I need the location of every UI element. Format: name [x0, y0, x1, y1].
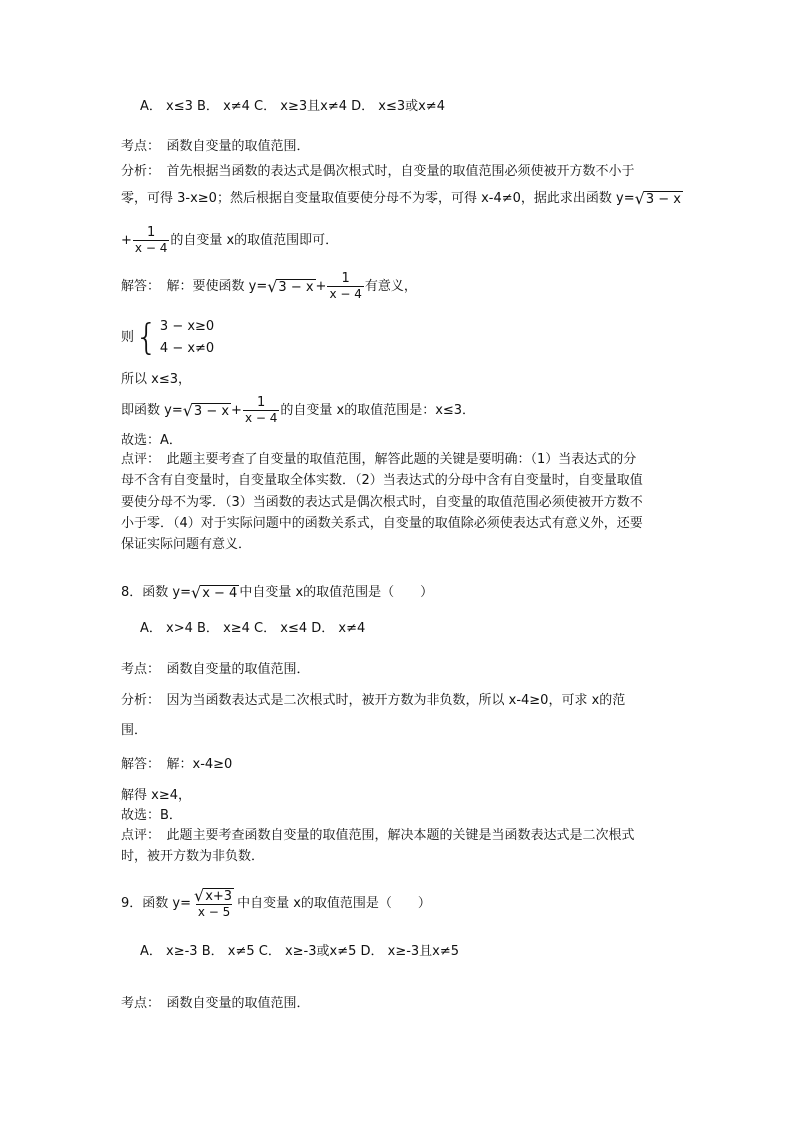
q7-dianping-line-5: 保证实际问题有意义． — [121, 537, 252, 552]
q8-jiede: 解得 x≥4， — [121, 788, 191, 803]
q8-jieda: 解答： 解：x-4≥0 — [121, 757, 233, 772]
fraction-numerator — [192, 888, 236, 904]
q8-stem-radicand: x − 4 — [202, 585, 238, 601]
q7-jieda-text: 解答： 解：要使函数 y= — [121, 279, 268, 294]
q7-ji-text: 即函数 y= — [121, 403, 183, 418]
q7-fenxi-text: 零，可得 3-x≥0；然后根据自变量取值要使分母不为零，可得 x-4≠0，据此求出函数 y= — [121, 191, 635, 206]
left-brace-icon: { — [135, 317, 158, 358]
q7-dianping-line-2: 母不含有自变量时，自变量取全体实数．（2）当表达式的分母中含有自变量时，自变量取值 — [121, 473, 643, 488]
q7-jieda-sqrt: √ 3 − x — [267, 276, 314, 296]
q8-stem-text: 8．函数 y= — [121, 585, 191, 600]
q8-stem-sqrt: √ x − 4 — [191, 582, 238, 602]
fraction-denominator: x − 5 — [197, 905, 231, 919]
q7-options: A． x≤3 B． x≠4 C． x≥3且x≠4 D． x≤3或x≠4 — [140, 99, 445, 114]
q9-numerator-radicand: x+3 — [205, 889, 233, 904]
q9-kaodian: 考点： 函数自变量的取值范围． — [121, 996, 310, 1011]
q7-fenxi-post: 的自变量 x的取值范围即可． — [170, 233, 339, 248]
q8-kaodian: 考点： 函数自变量的取值范围． — [121, 662, 310, 677]
q7-ji-sqrt: √ 3 − x — [182, 400, 230, 420]
q9-stem-fraction — [192, 888, 236, 919]
q8-stem-post: 中自变量 x的取值范围是（ ） — [239, 585, 434, 600]
q7-guxuan: 故选：A． — [121, 433, 182, 448]
q7-ji-radicand: 3 − x — [193, 403, 230, 419]
q7-ji-line — [121, 396, 475, 425]
q8-stem — [121, 584, 433, 602]
q7-dianping-line-3: 要使分母不为零．（3）当函数的表达式是偶次根式时，自变量的取值范围必须使被开方数不 — [121, 495, 643, 510]
q7-ji-post: 的自变量 x的取值范围是：x≤3． — [280, 403, 476, 418]
q7-jieda-fraction — [327, 272, 363, 301]
equation-system — [121, 316, 214, 360]
fraction-denominator: x − 4 — [244, 411, 278, 425]
q7-jieda-plus: + — [315, 279, 327, 294]
q7-fenxi-plus: + — [121, 233, 132, 248]
q7-suoyi: 所以 x≤3， — [121, 372, 191, 387]
fraction-denominator: x − 4 — [134, 241, 168, 255]
q9-stem-text: 9．函数 y= — [121, 896, 191, 911]
q8-fenxi-line-1: 分析： 因为当函数表达式是二次根式时，被开方数为非负数，所以 x-4≥0，可求 x的范 — [121, 693, 626, 708]
q9-stem-post: 中自变量 x的取值范围是（ ） — [237, 896, 431, 911]
q7-fenxi-fraction — [133, 226, 169, 255]
q7-jieda-post: 有意义， — [364, 279, 417, 294]
q8-guxuan: 故选：B． — [121, 808, 182, 823]
q7-jieda-radicand: 3 − x — [278, 279, 314, 295]
fraction-denominator: x − 4 — [329, 287, 362, 301]
q7-fenxi-sqrt: √ 3 − x — [634, 188, 681, 208]
q7-ze: 则 — [121, 330, 135, 345]
q8-dianping-line-2: 时，被开方数为非负数． — [121, 849, 265, 864]
q8-dianping-line-1: 点评： 此题主要考查函数自变量的取值范围，解决本题的关键是当函数表达式是二次根式 — [121, 828, 635, 843]
q7-dianping-line-4: 小于零．（4）对于实际问题中的函数关系式，自变量的取值除必须使表达式有意义外，还要 — [121, 516, 643, 531]
q9-numerator-sqrt: √ x+3 — [194, 886, 233, 905]
system-row-1: 3 − x≥0 — [159, 319, 215, 334]
system-row-2: 4 − x≠0 — [159, 341, 215, 356]
q7-fenxi-line-1: 分析： 首先根据当函数的表达式是偶次根式时，自变量的取值范围必须使被开方数不小于 — [121, 164, 635, 179]
q7-fenxi-radicand: 3 − x — [645, 191, 681, 207]
q7-system-line — [121, 316, 214, 360]
q7-jieda-line — [121, 272, 417, 301]
q8-fenxi-line-2: 围． — [121, 723, 148, 738]
q9-stem — [121, 888, 431, 919]
fraction-numerator: 1 — [146, 225, 156, 240]
q7-dianping-line-1: 点评： 此题主要考查了自变量的取值范围，解答此题的关键是要明确：（1）当表达式的分 — [121, 452, 637, 467]
fraction-numerator: 1 — [341, 271, 350, 286]
q8-options: A． x>4 B． x≥4 C． x≤4 D． x≠4 — [140, 621, 366, 636]
q7-ji-fraction — [243, 396, 279, 425]
fraction-numerator: 1 — [257, 395, 266, 410]
q7-fenxi-line-2 — [121, 190, 683, 208]
q7-fenxi-line-3 — [121, 226, 338, 255]
q7-ji-plus: + — [231, 403, 242, 418]
q9-options: A． x≥-3 B． x≠5 C． x≥-3或x≠5 D． x≥-3且x≠5 — [140, 944, 460, 959]
q7-kaodian: 考点： 函数自变量的取值范围． — [121, 139, 310, 154]
